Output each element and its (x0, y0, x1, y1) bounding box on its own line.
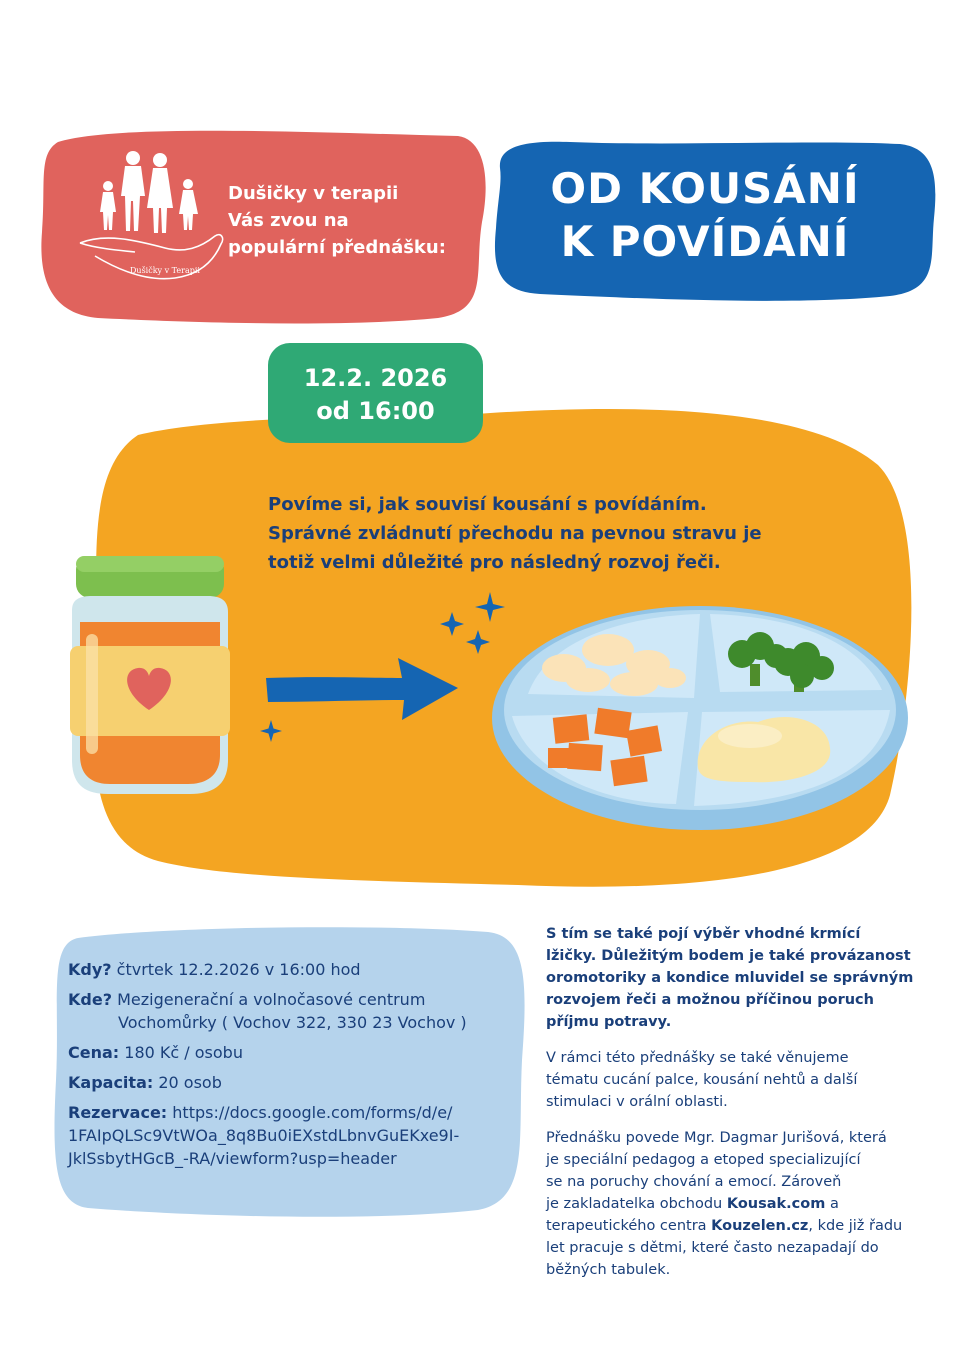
invitation-line: Vás zvou na (228, 210, 349, 231)
text-fragment: , kde již řadu (808, 1218, 903, 1234)
text-line: Přednášku povede Mgr. Dagmar Jurišová, která (546, 1130, 887, 1146)
text-fragment: je zakladatelka obchodu (546, 1196, 727, 1212)
reservation-label: Rezervace: (68, 1103, 168, 1122)
text-line: let pracuje s dětmi, které často nezapadají do (546, 1240, 879, 1256)
logo-text: Dušičky v Terapii (130, 266, 200, 275)
event-details (68, 958, 518, 1177)
intro-line: Povíme si, jak souvisí kousání s povídáním. (268, 494, 707, 515)
price-value: 180 Kč / osobu (119, 1043, 243, 1062)
text-line: příjmu potravy. (546, 1014, 672, 1030)
capacity-row (68, 1071, 518, 1094)
reservation-link-3[interactable]: JklSsbytHGcB_-RA/viewform?usp=header (68, 1149, 397, 1168)
text-line (546, 1215, 926, 1237)
center-name: Kouzelen.cz (711, 1218, 809, 1234)
invitation-text (228, 180, 478, 261)
text-fragment: a (825, 1196, 839, 1212)
text-line: rozvojem řeči a možnou příčinou poruch (546, 992, 874, 1008)
invitation-line: Dušičky v terapii (228, 183, 399, 204)
description-paragraph-2 (546, 1047, 926, 1113)
text-line: stimulaci v orální oblasti. (546, 1094, 728, 1110)
reservation-link-2[interactable]: 1FAIpQLSc9VtWOa_8q8Bu0iEXstdLbnvGuEKxe9I- (68, 1126, 460, 1145)
divided-plate-illustration (488, 598, 913, 838)
text-line: běžných tabulek. (546, 1262, 671, 1278)
when-row (68, 958, 518, 981)
text-line: V rámci této přednášky se také věnujeme (546, 1050, 849, 1066)
sparkle-small-icon (260, 720, 282, 742)
price-row (68, 1041, 518, 1064)
arrow-icon (262, 648, 462, 728)
where-label: Kde? (68, 990, 112, 1009)
when-value: čtvrtek 12.2.2026 v 16:00 hod (111, 960, 361, 979)
family-logo (75, 148, 225, 288)
text-line: je speciální pedagog a etoped specializující (546, 1152, 861, 1168)
baby-food-jar-illustration (62, 550, 237, 800)
shop-name: Kousak.com (726, 1196, 826, 1212)
where-value: Mezigenerační a volnočasové centrum (111, 990, 426, 1009)
capacity-label: Kapacita: (68, 1073, 154, 1092)
text-fragment: terapeutického centra (546, 1218, 712, 1234)
text-line (546, 1193, 926, 1215)
intro-line: Správné zvládnutí přechodu na pevnou stravu je (268, 523, 762, 544)
reservation-link[interactable]: https://docs.google.com/forms/d/e/ (167, 1103, 453, 1122)
when-label: Kdy? (68, 960, 112, 979)
intro-text (268, 490, 828, 577)
title-line-2: K POVÍDÁNÍ (560, 217, 850, 266)
text-line: tématu cucání palce, kousání nehtů a další (546, 1072, 858, 1088)
price-label: Cena: (68, 1043, 120, 1062)
date-text (268, 362, 483, 428)
capacity-value: 20 osob (153, 1073, 222, 1092)
description-paragraph-1 (546, 923, 926, 1033)
where-row (68, 988, 518, 1034)
time-line: od 16:00 (316, 397, 435, 425)
description-paragraph-3 (546, 1127, 926, 1281)
text-line: se na poruchy chování a emocí. Zároveň (546, 1174, 842, 1190)
title-line-1: OD KOUSÁNÍ (550, 164, 860, 213)
text-line: S tím se také pojí výběr vhodné krmící (546, 926, 861, 942)
date-line: 12.2. 2026 (303, 364, 448, 392)
description (546, 923, 926, 1295)
text-line: oromotoriky a kondice mluvidel se správným (546, 970, 914, 986)
invitation-line: populární přednášku: (228, 237, 446, 258)
where-value-2: Vochomůrky ( Vochov 322, 330 23 Vochov ) (118, 1013, 467, 1032)
event-title (505, 162, 905, 268)
intro-line: totiž velmi důležité pro následný rozvoj řeči. (268, 552, 721, 573)
reservation-row (68, 1101, 518, 1170)
text-line: lžičky. Důležitým bodem je také provázanost (546, 948, 911, 964)
